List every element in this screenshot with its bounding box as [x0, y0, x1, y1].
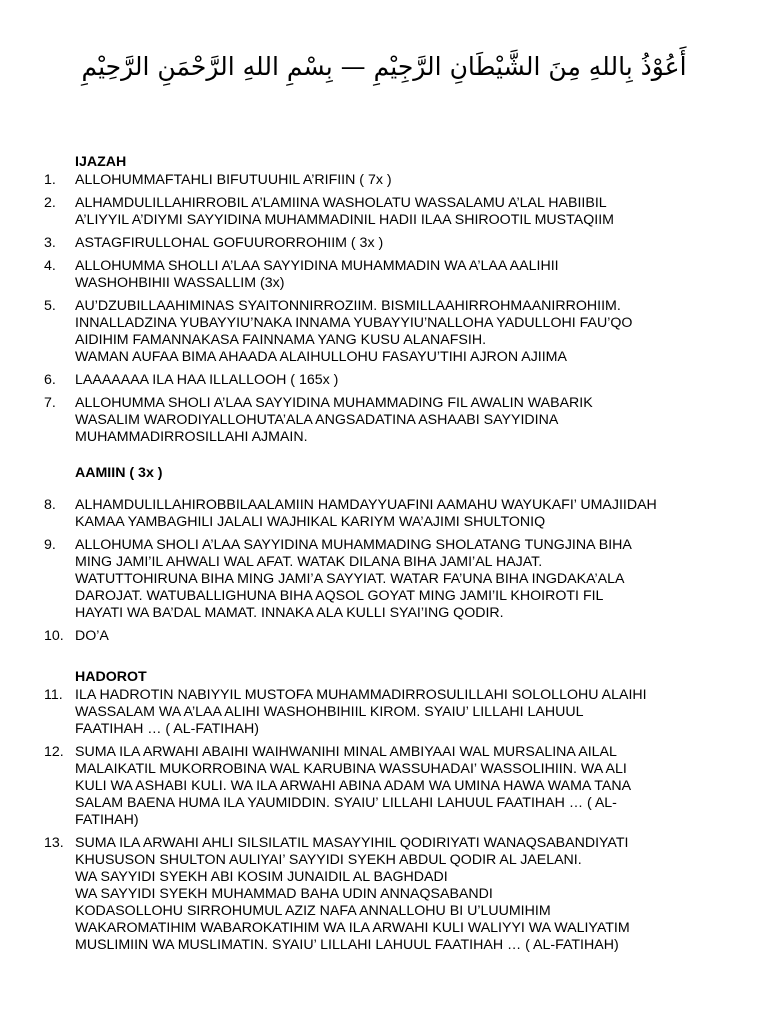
list-item-line: ILA HADROTIN NABIYYIL MUSTOFA MUHAMMADIRROSULILLAHI SOLOLLOHU ALAIHI — [75, 687, 647, 703]
list-item-line: WA SAYYIDI SYEKH MUHAMMAD BAHA UDIN ANNAQSABANDI — [75, 886, 493, 902]
list-item-line: ALHAMDULILLAHIRROBIL A’LAMIINA WASHOLATU WASSALAMU A’LAL HABIIBIL — [75, 195, 607, 211]
list-item-line: SUMA ILA ARWAHI ABAIHI WAIHWANIHI MINAL AMBIYAAI WAL MURSALINA AILAL — [75, 744, 617, 760]
list-item-text — [75, 835, 724, 954]
list-item-line: DO’A — [75, 628, 109, 644]
list-item-number: 1. — [44, 172, 56, 188]
list-item-number: 6. — [44, 372, 56, 388]
list-item-line: WASALIM WARODIYALLOHUTA’ALA ANGSADATINA ASHAABI SAYYIDINA — [75, 412, 559, 428]
list-item-line: INNALLADZINA YUBAYYIU’NAKA INNAMA YUBAYYIU’NALLOHA YADULLOHI FAU’QO — [75, 315, 633, 331]
list-item-line: KAMAA YAMBAGHILI JALALI WAJHIKAL KARIYM WA’AJIMI SHULTONIQ — [75, 514, 546, 530]
list-item-number: 11. — [44, 687, 63, 703]
list-item — [44, 372, 724, 389]
list-item-line: WAMAN AUFAA BIMA AHAADA ALAIHULLOHU FASAYU’TIHI AJRON AJIIMA — [75, 349, 567, 365]
list-group-doa — [44, 497, 724, 645]
list-item — [44, 537, 724, 622]
list-item-text — [75, 372, 724, 389]
list-item-text — [75, 395, 724, 446]
list-item-line: SALAM BAENA HUMA ILA YAUMIDDIN. SYAIU’ LILLAHI LAHUUL FAATIHAH … ( AL- — [75, 795, 617, 811]
arabic-opening-header: أَعُوْذُ بِاللهِ مِنَ الشَّيْطَانِ الرَّجِيْمِ — بِسْمِ اللهِ الرَّحْمَنِ الرَّحِيْمِ — [81, 52, 687, 81]
list-item-number: 4. — [44, 258, 56, 274]
list-item-line: MING JAMI’IL AHWALI WAL AFAT. WATAK DILANA BIHA JAMI’AL HAJAT. — [75, 554, 543, 570]
list-item-text — [75, 172, 724, 189]
list-item — [44, 687, 724, 738]
list-item — [44, 258, 724, 292]
list-item-number: 3. — [44, 235, 56, 251]
list-item-text — [75, 744, 724, 829]
list-item-line: WATUTTOHIRUNA BIHA MING JAMI’A SAYYIAT. WATAR FA’UNA BIHA INGDAKA’ALA — [75, 571, 625, 587]
list-item-line: AIDIHIM FAMANNAKASA FAINNAMA YANG KUSU ALANAFSIH. — [75, 332, 487, 348]
list-item-line: WASSALAM WA A’LAA ALIHI WASHOHBIHIIL KIROM. SYAIU’ LILLAHI LAHUUL — [75, 704, 584, 720]
list-item-line: KULI WA ASHABI KULI. WA ILA ARWAHI ABINA ADAM WA UMINA HAWA WAMA TANA — [75, 778, 632, 794]
list-item-text — [75, 258, 724, 292]
list-item-line: WASHOHBIHII WASSALLIM (3x) — [75, 275, 285, 291]
list-item-line: ALLOHUMMA SHOLI A’LAA SAYYIDINA MUHAMMADING FIL AWALIN WABARIK — [75, 395, 593, 411]
list-item-text — [75, 628, 724, 645]
list-item-line: WAKAROMATIHIM WABAROKATIHIM WA ILA ARWAHI KULI WALIYYI WA WALIYATIM — [75, 920, 630, 936]
section-heading-aamiin: AAMIIN ( 3x ) — [75, 465, 163, 481]
list-item-line: KODASOLLOHU SIRROHUMUL AZIZ NAFA ANNALLOHU BI U’LUUMIHIM — [75, 903, 551, 919]
section-heading-hadorot: HADOROT — [75, 669, 147, 685]
list-item-text — [75, 235, 724, 252]
list-item-number: 7. — [44, 395, 56, 411]
list-item-text — [75, 497, 724, 531]
section-heading-ijazah: IJAZAH — [75, 154, 127, 170]
list-item-line: WA SAYYIDI SYEKH ABI KOSIM JUNAIDIL AL BAGHDADI — [75, 869, 448, 885]
list-item-number: 10. — [44, 628, 64, 644]
list-item — [44, 298, 724, 366]
list-item-number: 12. — [44, 744, 64, 760]
list-item — [44, 628, 724, 645]
list-item-line: ALLOHUMMAFTAHLI BIFUTUUHIL A’RIFIIN ( 7x ) — [75, 172, 392, 188]
list-item-number: 5. — [44, 298, 56, 314]
list-item-line: HAYATI WA BA’DAL MAMAT. INNAKA ALA KULLI SYAI’ING QODIR. — [75, 605, 504, 621]
list-item-text — [75, 298, 724, 366]
list-item — [44, 497, 724, 531]
list-item-number: 2. — [44, 195, 56, 211]
list-group-hadorot — [44, 687, 724, 954]
list-item — [44, 172, 724, 189]
list-item-line: FAATIHAH … ( AL-FATIHAH) — [75, 721, 259, 737]
document-body — [44, 154, 724, 954]
list-item-number: 9. — [44, 537, 56, 553]
list-item-line: ALHAMDULILLAHIROBBILAALAMIIN HAMDAYYUAFINI AAMAHU WAYUKAFI’ UMAJIIDAH — [75, 497, 657, 513]
list-item — [44, 744, 724, 829]
list-item-line: MALAIKATIL MUKORROBINA WAL KARUBINA WASSUHADAI’ WASSOLIHIIN. WA ALI — [75, 761, 627, 777]
list-item-line: ALLOHUMA SHOLI A’LAA SAYYIDINA MUHAMMADING SHOLATANG TUNGJINA BIHA — [75, 537, 632, 553]
list-item-number: 8. — [44, 497, 56, 513]
list-item — [44, 835, 724, 954]
list-item — [44, 195, 724, 229]
list-item-line: DAROJAT. WATUBALLIGHUNA BIHA AQSOL GOYAT MING JAMI’IL KHOIROTI FIL — [75, 588, 604, 604]
list-item — [44, 395, 724, 446]
list-item-line: A’LIYYIL A’DIYMI SAYYIDINA MUHAMMADINIL HADII ILAA SHIROOTIL MUSTAQIIM — [75, 212, 614, 228]
list-item-line: MUSLIMIIN WA MUSLIMATIN. SYAIU’ LILLAHI LAHUUL FAATIHAH … ( AL-FATIHAH) — [75, 937, 619, 953]
list-item-line: FATIHAH) — [75, 812, 139, 828]
list-item — [44, 235, 724, 252]
list-item-line: MUHAMMADIRROSILLAHI AJMAIN. — [75, 429, 308, 445]
list-item-line: AU’DZUBILLAAHIMINAS SYAITONNIRROZIIM. BISMILLAAHIRROHMAANIRROHIIM. — [75, 298, 621, 314]
list-item-text — [75, 687, 724, 738]
list-item-line: ASTAGFIRULLOHAL GOFUURORROHIIM ( 3x ) — [75, 235, 384, 251]
list-item-text — [75, 195, 724, 229]
list-item-line: LAAAAAAA ILA HAA ILLALLOOH ( 165x ) — [75, 372, 339, 388]
list-item-line: ALLOHUMMA SHOLLI A’LAA SAYYIDINA MUHAMMADIN WA A’LAA AALIHII — [75, 258, 559, 274]
list-group-ijazah — [44, 172, 724, 446]
list-item-text — [75, 537, 724, 622]
list-item-line: SUMA ILA ARWAHI AHLI SILSILATIL MASAYYIHIL QODIRIYATI WANAQSABANDIYATI — [75, 835, 629, 851]
list-item-number: 13. — [44, 835, 64, 851]
list-item-line: KHUSUSON SHULTON AULIYAI’ SAYYIDI SYEKH ABDUL QODIR AL JAELANI. — [75, 852, 582, 868]
